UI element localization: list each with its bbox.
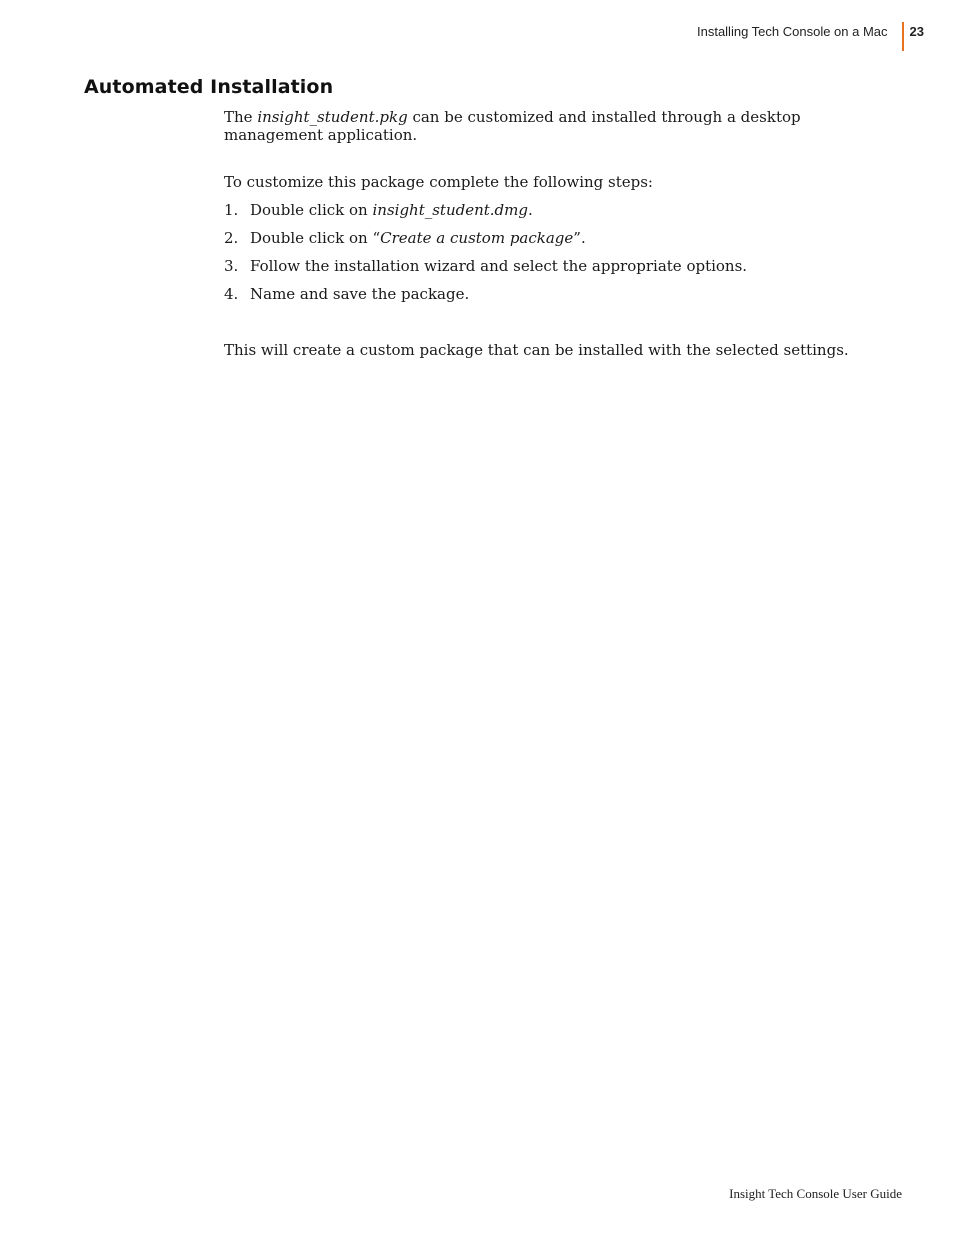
intro-text-before: The (224, 108, 258, 126)
step-text-italic: Create a custom package (380, 229, 574, 247)
section-heading: Automated Installation (84, 76, 334, 98)
step-text-before: Double click on “ (250, 229, 381, 247)
step-text-before: Double click on (250, 201, 373, 219)
step-text (250, 257, 747, 275)
step-item (224, 229, 864, 247)
step-item (224, 285, 864, 303)
body-content (224, 108, 864, 359)
step-text-after: ”. (573, 229, 586, 247)
step-item (224, 257, 864, 275)
step-text-before: Name and save the package. (250, 285, 470, 303)
step-number: 3. (224, 257, 239, 275)
step-text-before: Follow the installation wizard and select the appropriate options. (250, 257, 748, 275)
step-number: 1. (224, 201, 239, 219)
step-number: 2. (224, 229, 239, 247)
package-filename: insight_student.pkg (257, 108, 408, 126)
intro-text-after: can be customized and installed through a desktop management application. (224, 108, 801, 144)
step-text (250, 201, 533, 219)
step-text (250, 229, 586, 247)
step-text-after: . (527, 201, 533, 219)
step-item (224, 201, 864, 219)
running-footer: Insight Tech Console User Guide (729, 1186, 902, 1201)
intro-paragraph (224, 108, 864, 144)
step-text-italic: insight_student.dmg (372, 201, 528, 219)
step-number: 4. (224, 285, 239, 303)
closing-paragraph: This will create a custom package that can be installed with the selected settings. (224, 341, 849, 359)
header-accent-divider (902, 22, 904, 51)
page-number: 23 (909, 24, 924, 39)
header-section-title: Installing Tech Console on a Mac (696, 24, 888, 39)
running-header (697, 22, 924, 51)
steps-intro: To customize this package complete the following steps: (224, 173, 653, 191)
step-text (250, 285, 469, 303)
steps-list (224, 201, 864, 303)
